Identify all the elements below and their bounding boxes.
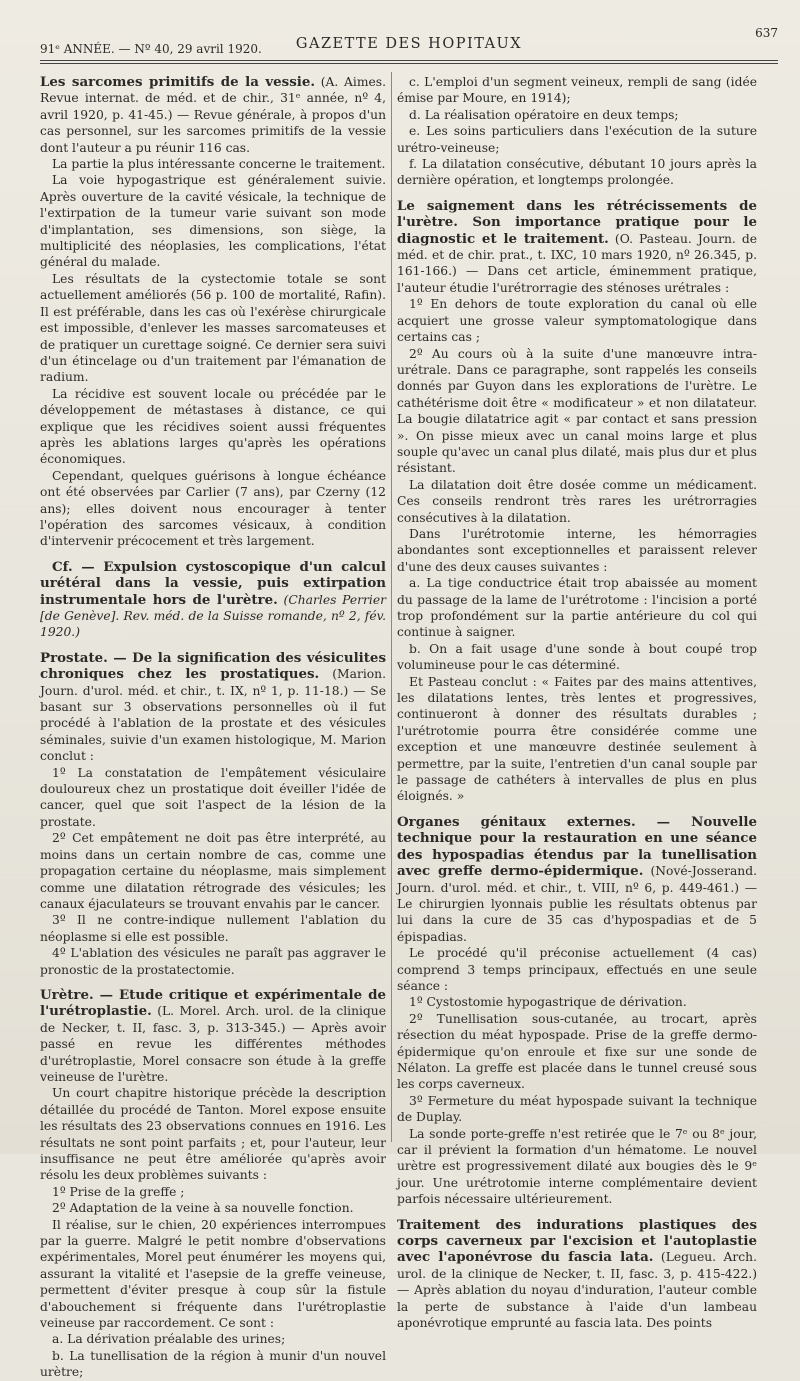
header-rule-double (40, 63, 778, 64)
article-paragraph: b. La tunellisation de la région à munir d'un nouvel urètre; (40, 1348, 386, 1380)
left-column (40, 74, 386, 1380)
article-paragraph: 3º Il ne contre-indique nullement l'ablation du néoplasme si elle est possible. (40, 913, 386, 944)
article-paragraph: 2º Tunellisation sous-cutanée, au trocart, après résection du méat hypospade. Prise de la greffe dermo-épidermique qu'on enroule et fixe sur une sonde de Nélaton. La greffe est placée dans le tunnel creusé sous les corps caverneux. (397, 1011, 757, 1092)
article-title: Le saignement dans les rétrécissements de l'urètre. Son importance pratique pour le diagnostic et le traitement. (397, 197, 757, 247)
article-paragraph: La partie la plus intéressante concerne le traitement. (52, 157, 386, 172)
article-text: — Après avoir passé en revue les différentes méthodes d'urétroplastie, Morel consacre son étude à la greffe veineuse de l'urètre. (40, 1020, 386, 1084)
article-paragraph (397, 1217, 757, 1332)
article-reference: (A. Aimes. Revue internat. de méd. et de chir., 31ᵉ année, nº 4, avril 1920, p. 41-45.) (40, 75, 386, 122)
article-paragraph: f. La dilatation consécutive, débutant 10 jours après la dernière opération, et longtemps prolongée. (397, 157, 757, 188)
article-reference: (Marion. Journ. d'urol. méd. et chir., t. IX, nº 1, p. 11-18.) (40, 667, 386, 698)
article-paragraph: Dans l'urétrotomie interne, les hémorragies abondantes sont exceptionnelles et paraissent relever d'une des deux causes suivantes : (397, 526, 757, 574)
article-uretre-continued (397, 74, 757, 189)
column-separator (391, 72, 392, 1142)
article-paragraph: 1º La constatation de l'empâtement vésiculaire douloureux chez un prostatique doit éveiller l'idée de cancer, quel que soit l'aspect de la lésion de la prostate. (40, 765, 386, 829)
article-paragraph (40, 74, 386, 156)
article-paragraph (40, 650, 386, 765)
article-title: Traitement des indurations plastiques des corps caverneux par l'excision et l'autoplastie avec l'aponévrose du fascia lata. (397, 1216, 757, 1266)
article-reference: (Legueu. Arch. urol. de la clinique de Necker, t. II, fasc. 3, p. 415-422.) (397, 1250, 757, 1281)
article-paragraph: Et Pasteau conclut : « Faites par des mains attentives, les dilatations lentes, très lentes et progressives, continueront à donner des résultats durables ; l'urétrotomie pourra être considérée comme une exception et une manœuvre destinée seulement à permettre, par la suite, l'entretien d'un canal souple par le passage de cathéters à intervalles de plus en plus éloignés. » (397, 674, 757, 804)
article-paragraph (40, 987, 386, 1085)
article-title: Organes génitaux externes. — Nouvelle technique pour la restauration en une séance des hypospadias étendus par la tunellisation avec greffe dermo-épidermique. (397, 813, 757, 880)
article-title: Urètre. — Etude critique et expérimentale de l'urétroplastie. (40, 986, 386, 1020)
page-number: 637 (755, 26, 778, 40)
article-paragraph (397, 198, 757, 296)
article-paragraph: 2º Adaptation de la veine à sa nouvelle fonction. (52, 1201, 354, 1216)
article-saignement (397, 198, 757, 805)
article-paragraph: Cependant, quelques guérisons à longue échéance ont été observées par Carlier (7 ans), par Czerny (12 ans); elles doivent nous encourager à tenter l'opération des sarcomes vésicaux, à condition d'intervenir précocement et très largement. (40, 468, 386, 549)
article-paragraph: Il réalise, sur le chien, 20 expériences interrompues par la guerre. Malgré le petit nombre d'observations expérimentales, Morel peut énumérer les moyens qui, assurant la vitalité et l'asepsie de la greffe veineuse, permettent d'éviter presque à coup sûr la fistule d'abouchement si fréquente dans l'urétroplastie veineuse par raccordement. Ce sont : (40, 1217, 386, 1331)
article-text: — Se basant sur 3 observations personnelles où il fut procédé à l'ablation de la prostate et des vésicules séminales, suivie d'un examen histologique, M. Marion conclut : (40, 683, 386, 764)
article-sarcomes (40, 74, 386, 550)
article-paragraph: a. La dérivation préalable des urines; (52, 1332, 286, 1347)
article-text: — Le chirurgien lyonnais publie les résultats obtenus par lui dans la cure de 35 cas d'hypospadias et de 5 épispadias. (397, 880, 757, 944)
article-text: — Après ablation du noyau d'induration, l'auteur comble la perte de substance à l'aide d'un lambeau aponévrotique emprunté au fascia lata. Des points (397, 1283, 757, 1331)
article-text: — Dans cet article, éminemment pratique, l'auteur étudie l'urétrorragie des sténoses urétrales : (397, 264, 757, 295)
article-paragraph: 1º Prise de la greffe ; (52, 1184, 185, 1199)
article-paragraph: b. On a fait usage d'une sonde à bout coupé trop volumineuse pour le cas déterminé. (397, 641, 757, 673)
article-paragraph: Le procédé qu'il préconise actuellement (4 cas) comprend 3 temps principaux, effectués en une seule séance : (397, 946, 757, 993)
page-header (40, 20, 778, 60)
right-column (397, 74, 757, 1331)
article-paragraph: Les résultats de la cystectomie totale se sont actuellement améliorés (56 p. 100 de mortalité, Rafin). Il est préférable, dans les cas où l'exérèse chirurgicale est impossible, d'enlever les masses sarcomateuses et de pratiquer un curettage soigné. Ce dernier sera suivi d'un étincelage ou d'un traitement par l'émanation de radium. (40, 271, 386, 385)
article-paragraph: La sonde porte-greffe n'est retirée que le 7ᵉ ou 8ᵉ jour, car il prévient la formation d'un hématome. Le nouvel urètre est progressivement dilaté aux bougies dès le 9ᵉ jour. Une urétrotomie interne complémentaire devient parfois nécessaire ultérieurement. (397, 1126, 757, 1207)
article-paragraph: d. La réalisation opératoire en deux temps; (409, 107, 679, 122)
article-paragraph: 1º En dehors de toute exploration du canal où elle acquiert une grosse valeur symptomatologique dans certains cas ; (397, 297, 757, 345)
article-organes-genitaux (397, 814, 757, 1208)
article-paragraph: a. La tige conductrice était trop abaissée au moment du passage de la lame de l'urétrotome : l'incision a porté trop profondément sur la partie antérieure du col qui continue à saigner. (397, 576, 757, 640)
article-uretre (40, 987, 386, 1381)
article-paragraph: e. Les soins particuliers dans l'exécution de la suture urétro-veineuse; (397, 124, 757, 155)
article-prostate (40, 650, 386, 978)
article-paragraph: 2º Cet empâtement ne doit pas être interprété, au moins dans un certain nombre de cas, comme une propagation certaine du néoplasme, mais simplement comme une dilatation rétrograde des vésicules; les canaux éjaculateurs se trouvant envahis par le cancer. (40, 831, 386, 911)
article-paragraph: La récidive est souvent locale ou précédée par le développement de métastases à distance, ce qui explique que les récidives soient aussi fréquentes après les ablations larges qu'après les opérations économiques. (40, 386, 386, 467)
article-reference: (Nové-Josserand. Journ. d'urol. méd. et chir., t. VIII, nº 6, p. 449-461.) (397, 864, 757, 895)
article-title: Les sarcomes primitifs de la vessie. (40, 74, 315, 90)
article-paragraph: c. L'emploi d'un segment veineux, rempli de sang (idée émise par Moure, en 1914); (397, 75, 757, 106)
article-paragraph: 2º Au cours où à la suite d'une manœuvre intra-urétrale. Dans ce paragraphe, sont rappelés les conseils donnés par Guyon dans les explorations de l'urètre. Le cathétérisme doit être « modificateur » et non dilatateur. La bougie dilatatrice agit « par contact et sans pression ». On pisse mieux avec un canal moins large et plus souple qu'avec un canal plus dilaté, mais plus dur et plus résistant. (397, 346, 757, 476)
article-indurations (397, 1217, 757, 1332)
article-reference: (L. Morel. Arch. urol. de la clinique de Necker, t. II, fasc. 3, p. 313-345.) (40, 1004, 386, 1035)
article-title: Cf. — Expulsion cystoscopique d'un calcul urétéral dans la vessie, puis extirpation instrumentale hors de l'urètre. (40, 558, 386, 608)
article-paragraph: Un court chapitre historique précède la description détaillée du procédé de Tanton. Morel expose ensuite les résultats des 23 observations connues en 1916. Les résultats ne sont point parfaits ; et, pour l'auteur, leur insuffisance ne peut être améliorée qu'après avoir résolu les deux problèmes suivants : (40, 1086, 386, 1183)
article-paragraph: 1º Cystostomie hypogastrique de dérivation. (409, 995, 687, 1010)
header-rule (40, 60, 778, 61)
issue-info: 91ᵉ ANNÉE. — Nº 40, 29 avril 1920. (40, 42, 262, 56)
article-calcul (40, 559, 386, 641)
article-paragraph: 3º Fermeture du méat hypospade suivant la technique de Duplay. (397, 1093, 757, 1125)
article-paragraph (40, 559, 386, 641)
article-paragraph: La voie hypogastrique est généralement suivie. Après ouverture de la cavité vésicale, la technique de l'extirpation de la tumeur varie suivant son mode d'implantation, ses dimensions, son siège, la multiplicité des néoplasies, les complications, l'état général du malade. (40, 173, 386, 270)
article-reference: (Charles Perrier [de Genève]. Rev. méd. de la Suisse romande, nº 2, fév. 1920.) (40, 592, 386, 640)
article-title: Prostate. — De la signification des vésiculites chroniques chez les prostatiques. (40, 649, 386, 683)
journal-title: GAZETTE DES HOPITAUX (295, 36, 523, 52)
article-text: — Revue générale, à propos d'un cas personnel, sur les sarcomes primitifs de la vessie dont l'auteur a pu réunir 116 cas. (40, 107, 386, 155)
article-paragraph: 4º L'ablation des vésicules ne paraît pas aggraver le pronostic de la prostatectomie. (40, 946, 386, 977)
article-paragraph (397, 814, 757, 945)
article-paragraph: La dilatation doit être dosée comme un médicament. Ces conseils rendront très rares les urétrorragies consécutives à la dilatation. (397, 477, 757, 525)
article-reference: (O. Pasteau. Journ. de méd. et de chir. prat., t. IXC, 10 mars 1920, nº 26.345, p. 161-166.) (397, 231, 757, 279)
